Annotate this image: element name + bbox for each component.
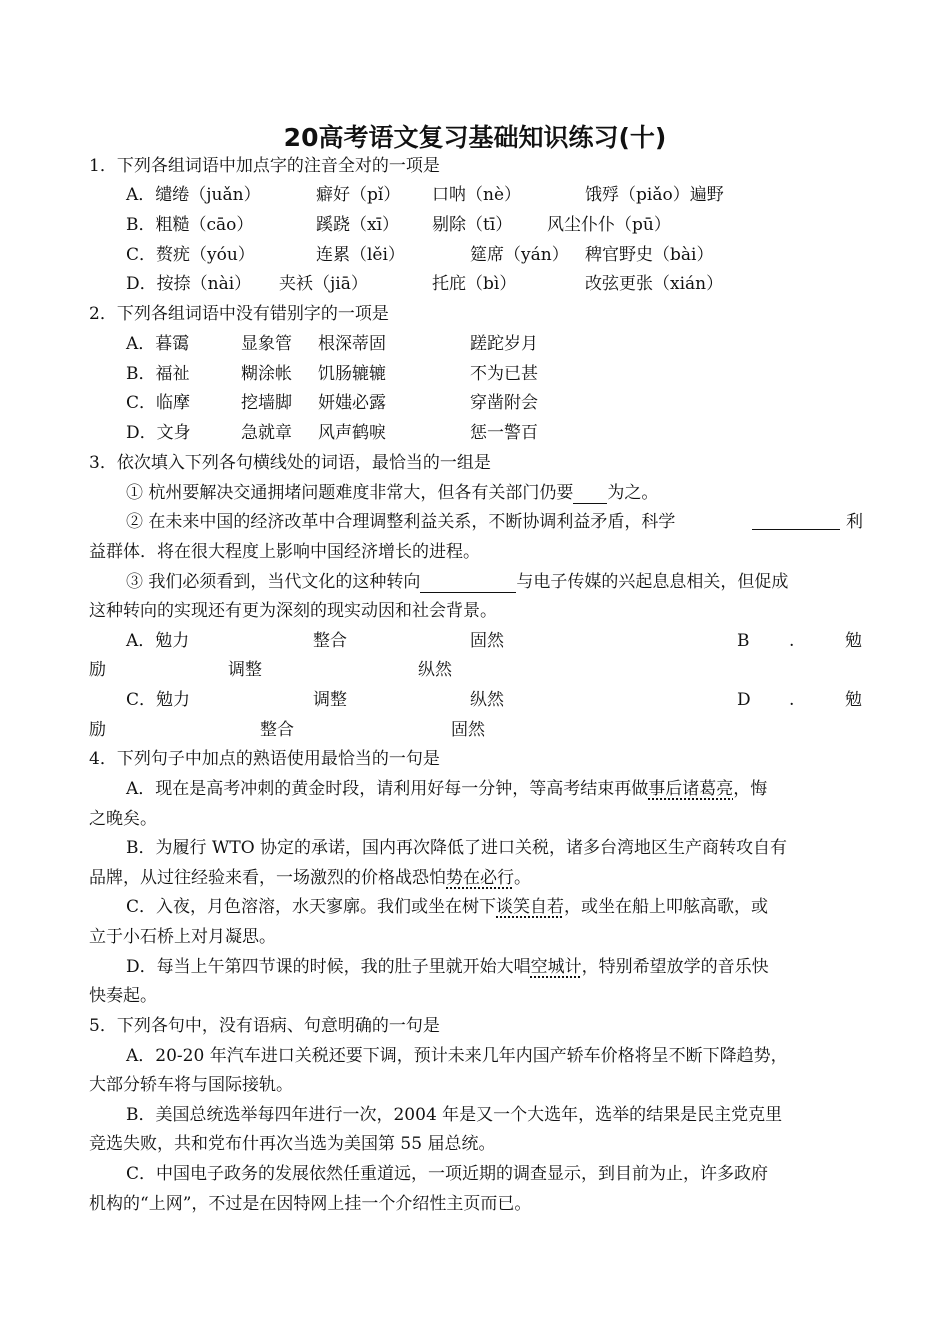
- q4-option-d-line-1: [126, 956, 769, 978]
- q3-option-b-1b: 励: [89, 660, 106, 680]
- q4-option-d-line-2: 快奏起。: [89, 986, 157, 1006]
- question-1-stem: 1．下列各组词语中加点字的注音全对的一项是: [89, 156, 440, 176]
- q3-option-b-dot: .: [789, 631, 795, 651]
- q3-sentence-2: [126, 511, 675, 533]
- q3-option-b-3: 纵然: [418, 660, 452, 680]
- q1-option-d-4: 改弦更张（xián）: [585, 274, 724, 294]
- q5-option-a-line-2: 大部分轿车将与国际接轨。: [89, 1075, 293, 1095]
- q4-c-text-1: C．入夜，月色溶溶，水天寥廓。我们或坐在树下: [126, 897, 497, 917]
- q3-option-a-2: 整合: [313, 631, 347, 651]
- q2-option-b-1: B．福祉: [126, 364, 190, 384]
- q3-s2-part-a: ② 在未来中国的经济改革中合理调整利益关系，不断协调利益矛盾，科学: [126, 512, 676, 532]
- q3-s1-part-a: ① 杭州要解决交通拥堵问题难度非常大，但各有关部门仍要: [126, 483, 574, 503]
- q3-option-d-3: 固然: [451, 720, 485, 740]
- q3-option-b-1a: 勉: [845, 631, 862, 651]
- q2-option-a-2: 显象管: [241, 334, 292, 354]
- q3-s3-part-c: 这种转向的实现还有更为深刻的现实动因和社会背景。: [89, 601, 497, 621]
- q3-option-c-3: 纵然: [470, 690, 504, 710]
- q5-option-b-line-1: B．美国总统选举每四年进行一次，2004 年是又一个大选年，选举的结果是民主党克里: [126, 1105, 783, 1125]
- q2-option-b-4: 不为已甚: [470, 364, 538, 384]
- q3-blank-3: [420, 574, 516, 593]
- q4-b-text-1: 品牌，从过往经验来看，一场激烈的价格战恐怕: [89, 868, 446, 888]
- q3-s1-part-b: 为之。: [607, 483, 659, 503]
- question-5-stem: 5．下列各句中，没有语病、句意明确的一句是: [89, 1016, 440, 1036]
- q1-option-c-1: C．赘疣（yóu）: [126, 245, 255, 265]
- question-4-stem: 4．下列句子中加点的熟语使用最恰当的一句是: [89, 749, 440, 769]
- q4-b-text-2: 。: [514, 868, 531, 888]
- q3-option-d-1a: 勉: [845, 690, 862, 710]
- q2-option-a-4: 蹉跎岁月: [470, 334, 538, 354]
- q3-option-b-2: 调整: [228, 660, 262, 680]
- q3-option-b-letter: B: [737, 631, 750, 651]
- q4-option-b-line-2: [89, 867, 531, 889]
- q4-option-b-line-1: B．为履行 WTO 协定的承诺，国内再次降低了进口关税，诸多台湾地区生产商转攻自有: [126, 838, 788, 858]
- q4-option-a-line-2: 之晚矣。: [89, 809, 157, 829]
- q4-a-idiom: 事后诸葛亮: [648, 779, 734, 799]
- q3-option-a-3: 固然: [470, 631, 504, 651]
- q1-option-a-3: 口呐（nè）: [432, 185, 522, 205]
- q3-sentence-1: [126, 482, 658, 504]
- q2-option-a-3: 根深蒂固: [318, 334, 386, 354]
- q4-c-idiom: 谈笑自若: [496, 897, 565, 917]
- q4-d-text-1: D．每当上午第四节课的时候，我的肚子里就开始大唱: [126, 957, 531, 977]
- q1-option-c-3: 筵席（yán）: [470, 245, 569, 265]
- q2-option-c-2: 挖墙脚: [241, 393, 292, 413]
- q2-option-c-4: 穿凿附会: [470, 393, 538, 413]
- q1-option-d-1: D．按捺（nài）: [126, 274, 252, 294]
- q4-option-a-line-1: [126, 778, 767, 800]
- q4-c-text-2: ，或坐在船上叩舷高歌，或: [564, 897, 769, 917]
- q3-option-d-dot: .: [789, 690, 795, 710]
- q1-option-b-2: 蹊跷（xī）: [316, 215, 400, 235]
- q3-option-d-1b: 励: [89, 720, 106, 740]
- q4-d-idiom: 空城计: [530, 957, 582, 977]
- q4-b-idiom: 势在必行: [446, 868, 514, 888]
- q5-option-c-line-1: C．中国电子政务的发展依然任重道远，一项近期的调查显示，到目前为止，许多政府: [126, 1164, 769, 1184]
- question-2-stem: 2．下列各组词语中没有错别字的一项是: [89, 304, 389, 324]
- q3-option-d-2: 整合: [260, 720, 294, 740]
- q4-option-c-line-1: [126, 896, 768, 918]
- q1-option-b-4: 风尘仆仆（pū）: [547, 215, 671, 235]
- q1-option-c-2: 连累（lěi）: [316, 245, 405, 265]
- q4-option-c-line-2: 立于小石桥上对月凝思。: [89, 927, 276, 947]
- q4-d-text-2: ，特别希望放学的音乐快: [581, 957, 769, 977]
- q3-s2-part-b: 利: [846, 512, 863, 532]
- q5-option-c-line-2: 机构的“上网”，不过是在因特网上挂一个介绍性主页而已。: [89, 1194, 532, 1214]
- q5-option-b-line-2: 竞选失败，共和党布什再次当选为美国第 55 届总统。: [89, 1134, 496, 1154]
- q3-option-c-1: C．勉力: [126, 690, 191, 710]
- q2-option-d-1: D．文身: [126, 423, 191, 443]
- q2-option-c-3: 妍媸必露: [318, 393, 386, 413]
- q4-a-text-1: A．现在是高考冲刺的黄金时段，请利用好每一分钟，等高考结束再做: [126, 779, 649, 799]
- q2-option-c-1: C．临摩: [126, 393, 191, 413]
- q1-option-b-3: 剔除（tī）: [432, 215, 513, 235]
- q3-blank-1: [573, 485, 607, 504]
- q3-s3-part-b: 与电子传媒的兴起息息相关，但促成: [516, 572, 789, 592]
- q1-option-a-2: 癖好（pǐ）: [316, 185, 401, 205]
- q4-a-text-2: ，悔: [733, 779, 768, 799]
- q3-blank-2: [752, 511, 840, 530]
- q3-option-c-2: 调整: [313, 690, 347, 710]
- q1-option-a-4: 饿殍（piǎo）遍野: [585, 185, 724, 205]
- q1-option-b-1: B．粗糙（cāo）: [126, 215, 254, 235]
- q1-option-d-2: 夹袄（jiā）: [279, 274, 368, 294]
- q3-option-a-1: A．勉力: [126, 631, 190, 651]
- q2-option-d-4: 惩一警百: [470, 423, 538, 443]
- q3-sentence-3: [126, 571, 788, 593]
- q2-option-d-2: 急就章: [241, 423, 292, 443]
- page-title: 20高考语文复习基础知识练习(十): [283, 123, 667, 152]
- q2-option-a-1: A．暮霭: [126, 334, 190, 354]
- q3-option-d-letter: D: [737, 690, 751, 710]
- q1-option-a-1: A．缱绻（juǎn）: [126, 185, 261, 205]
- q2-option-b-2: 糊涂帐: [241, 364, 292, 384]
- question-3-stem: 3．依次填入下列各句横线处的词语，最恰当的一组是: [89, 453, 491, 473]
- q3-s3-part-a: ③ 我们必须看到，当代文化的这种转向: [126, 572, 421, 592]
- q3-s2-part-c: 益群体．将在很大程度上影响中国经济增长的进程。: [89, 542, 480, 562]
- q1-option-c-4: 稗官野史（bài）: [585, 245, 714, 265]
- q2-option-b-3: 饥肠辘辘: [318, 364, 386, 384]
- q5-option-a-line-1: A．20-20 年汽车进口关税还要下调，预计未来几年内国产轿车价格将呈不断下降趋势，: [126, 1046, 788, 1066]
- q2-option-d-3: 风声鹤唳: [318, 423, 386, 443]
- q1-option-d-3: 托庇（bì）: [432, 274, 517, 294]
